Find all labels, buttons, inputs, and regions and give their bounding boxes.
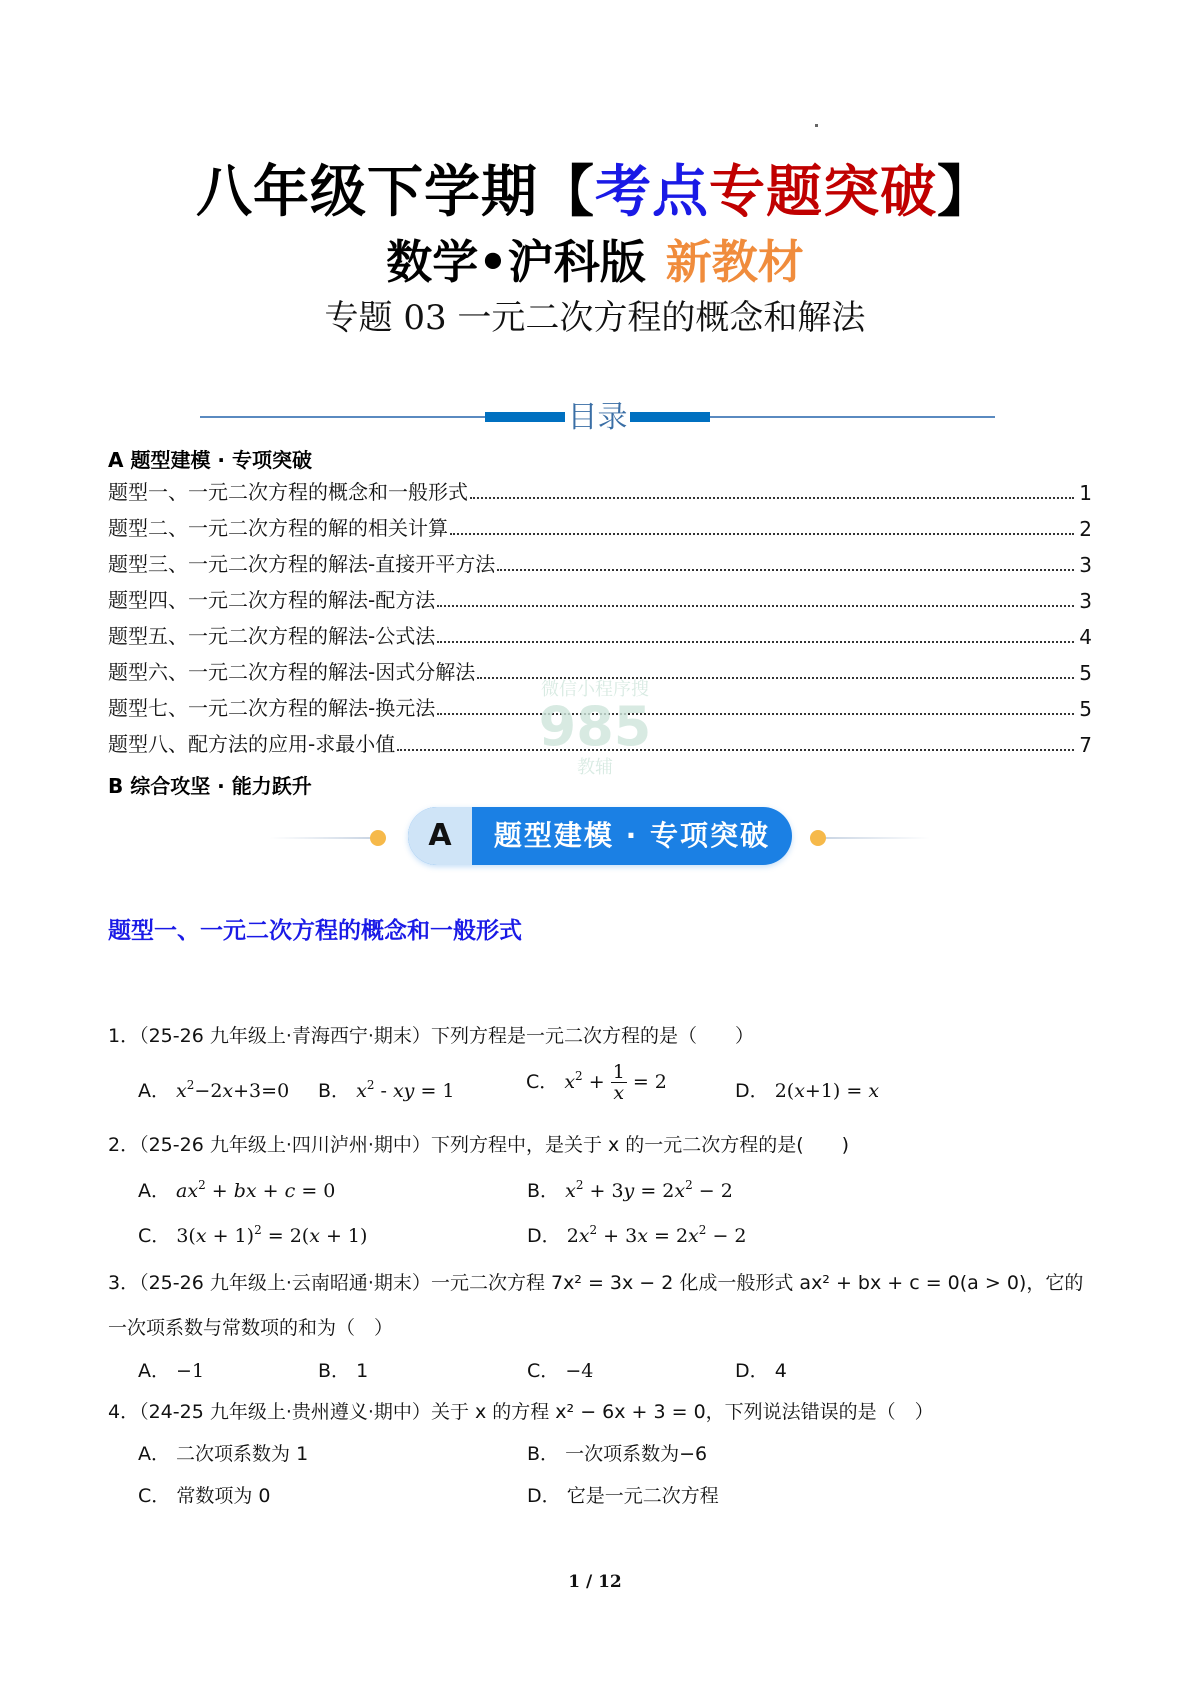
watermark-text: 微信小程序搜 — [541, 679, 649, 700]
option-label: C． — [527, 1360, 560, 1382]
toc-leader-dots — [450, 533, 1074, 535]
option-value: −1 — [176, 1360, 205, 1382]
subtitle-accent: 新教材 — [665, 235, 804, 289]
toc-leader-dots — [470, 497, 1074, 499]
option-label: C． — [138, 1225, 171, 1247]
toc-leader-dots — [497, 569, 1074, 571]
toc-heading-divider — [200, 392, 995, 442]
page-number: 1 / 12 — [568, 1572, 622, 1592]
question-number: 4． — [108, 1401, 140, 1423]
banner-dot-left — [370, 830, 386, 846]
option-a[interactable]: A． $ax^2$ + bx + c = 0 — [138, 1178, 336, 1202]
option-label: B． — [318, 1080, 351, 1102]
toc-item-label: 题型八、配方法的应用-求最小值 — [108, 732, 396, 756]
toc-item-label: 题型五、一元二次方程的解法-公式法 — [108, 624, 436, 648]
toc-section-a[interactable]: A 题型建模 · 专项突破 — [108, 448, 312, 472]
watermark-logo — [490, 675, 700, 795]
option-d[interactable]: D． 2(x+1) = x — [735, 1080, 880, 1102]
section-banner — [270, 804, 930, 870]
option-value: 1 — [356, 1360, 369, 1382]
toc-leader-dots — [437, 605, 1074, 607]
document-title — [0, 148, 1190, 228]
toc-item-page: 7 — [1079, 733, 1092, 757]
question-3 — [108, 1268, 1083, 1295]
toc-item-label: 题型七、一元二次方程的解法-换元法 — [108, 696, 436, 720]
option-value: 二次项系数为 1 — [176, 1443, 309, 1465]
divider-bar-left — [485, 412, 565, 422]
question-1 — [108, 1021, 754, 1048]
question-stem: 关于 x 的方程 x² − 6x + 3 = 0，下列说法错误的是（ ） — [430, 1401, 934, 1423]
option-label: D． — [735, 1360, 769, 1382]
toc-item[interactable] — [108, 547, 1092, 577]
option-a[interactable] — [138, 1439, 308, 1466]
toc-item-page: 3 — [1079, 553, 1092, 577]
title-prefix: 八年级下学期【 — [196, 160, 595, 225]
toc-item-label: 题型二、一元二次方程的解的相关计算 — [108, 516, 448, 540]
toc-item-page: 5 — [1079, 697, 1092, 721]
divider-line-right — [710, 416, 995, 418]
question-4 — [108, 1397, 934, 1424]
section-title: 题型一、一元二次方程的概念和一般形式 — [108, 918, 522, 944]
option-value: 常数项为 0 — [176, 1485, 271, 1507]
banner-line-right — [826, 837, 930, 839]
divider-line-left — [200, 416, 485, 418]
toc-item-page: 2 — [1079, 517, 1092, 541]
option-b[interactable] — [318, 1356, 368, 1383]
toc-item-page: 3 — [1079, 589, 1092, 613]
question-source: （25-26 九年级上·四川泸州·期中） — [139, 1134, 431, 1156]
option-label: C． — [526, 1071, 559, 1093]
option-b[interactable]: B． $x^2 + 3y = 2x^2 - 2$ — [527, 1178, 733, 1202]
question-number: 1． — [108, 1025, 140, 1047]
question-number: 2． — [108, 1134, 140, 1156]
toc-section-b[interactable]: B 综合攻坚 · 能力跃升 — [108, 774, 312, 798]
option-a[interactable] — [138, 1356, 204, 1383]
title-red-part: 专题突破 — [709, 160, 937, 225]
option-value: 一次项系数为−6 — [565, 1443, 708, 1465]
option-c[interactable]: C． $3(x + 1)^2 = 2(x + 1)$ — [138, 1223, 368, 1247]
toc-item-label: 题型三、一元二次方程的解法-直接开平方法 — [108, 552, 496, 576]
stray-mark — [815, 124, 818, 127]
question-3-line2: 一次项系数与常数项的和为（ ） — [108, 1317, 394, 1339]
title-blue-part: 考点 — [595, 160, 709, 225]
question-source: （25-26 九年级上·青海西宁·期末） — [139, 1025, 431, 1047]
option-label: A． — [138, 1080, 170, 1102]
option-d[interactable] — [735, 1356, 787, 1383]
toc-item-page: 5 — [1079, 661, 1092, 685]
watermark-number: 985 — [538, 695, 652, 758]
option-label: B． — [527, 1443, 560, 1465]
document-subtitle — [0, 226, 1190, 292]
toc-heading: 目录 — [567, 400, 628, 435]
option-label: D． — [527, 1485, 561, 1507]
toc-item[interactable] — [108, 583, 1092, 613]
option-value: −4 — [565, 1360, 594, 1382]
option-label: A． — [138, 1180, 170, 1202]
banner-dot-right — [810, 830, 826, 846]
option-label: A． — [138, 1443, 170, 1465]
question-stem: 下列方程是一元二次方程的是（ ） — [430, 1025, 754, 1047]
question-source: （24-25 九年级上·贵州遵义·期中） — [139, 1401, 431, 1423]
option-label: B． — [527, 1180, 560, 1202]
banner-pill — [408, 807, 792, 865]
divider-bar-right — [630, 412, 710, 422]
topic-title: 专题 03 一元二次方程的概念和解法 — [324, 298, 866, 338]
question-stem: 一元二次方程 7x² = 3x − 2 化成一般形式 ax² + bx + c = 0(a > 0)，它的 — [430, 1272, 1084, 1294]
watermark-subtext: 教辅 — [577, 757, 613, 778]
banner-text: 题型建模 · 专项突破 — [493, 819, 771, 852]
option-c[interactable] — [527, 1356, 593, 1383]
toc-item[interactable] — [108, 475, 1092, 505]
question-2 — [108, 1130, 849, 1157]
question-number: 3． — [108, 1272, 140, 1294]
toc-item[interactable] — [108, 619, 1092, 649]
option-c[interactable]: C． $x^2$ + $\frac{1}{x}$ = 2 — [526, 1061, 667, 1104]
option-label: A． — [138, 1360, 170, 1382]
toc-item[interactable] — [108, 511, 1092, 541]
option-label: D． — [735, 1080, 769, 1102]
option-d[interactable]: D． $2x^2 + 3x = 2x^2 - 2$ — [527, 1223, 747, 1247]
option-c[interactable] — [138, 1481, 270, 1508]
question-source: （25-26 九年级上·云南昭通·期末） — [139, 1272, 431, 1294]
option-b[interactable]: B． $x^2$ - xy = 1 — [318, 1078, 455, 1102]
toc-item-page: 4 — [1079, 625, 1092, 649]
subtitle-text: 数学•沪科版 — [386, 235, 646, 289]
option-d[interactable] — [527, 1481, 719, 1508]
option-label: C． — [138, 1485, 171, 1507]
option-a[interactable]: A． $x^2-2x+3=0$ — [138, 1078, 290, 1102]
option-label: B． — [318, 1360, 351, 1382]
toc-item-page: 1 — [1079, 481, 1092, 505]
toc-leader-dots — [437, 641, 1074, 643]
toc-item-label: 题型一、一元二次方程的概念和一般形式 — [108, 480, 468, 504]
option-label: D． — [527, 1225, 561, 1247]
option-value: 它是一元二次方程 — [566, 1485, 719, 1507]
title-suffix: 】 — [937, 160, 994, 225]
option-value: 4 — [774, 1360, 787, 1382]
toc-item-label: 题型六、一元二次方程的解法-因式分解法 — [108, 660, 476, 684]
banner-line-left — [270, 837, 370, 839]
question-stem: 下列方程中，是关于 x 的一元二次方程的是( ) — [430, 1134, 850, 1156]
toc-item-label: 题型四、一元二次方程的解法-配方法 — [108, 588, 436, 612]
option-b[interactable] — [527, 1439, 707, 1466]
banner-letter: A — [408, 807, 472, 865]
